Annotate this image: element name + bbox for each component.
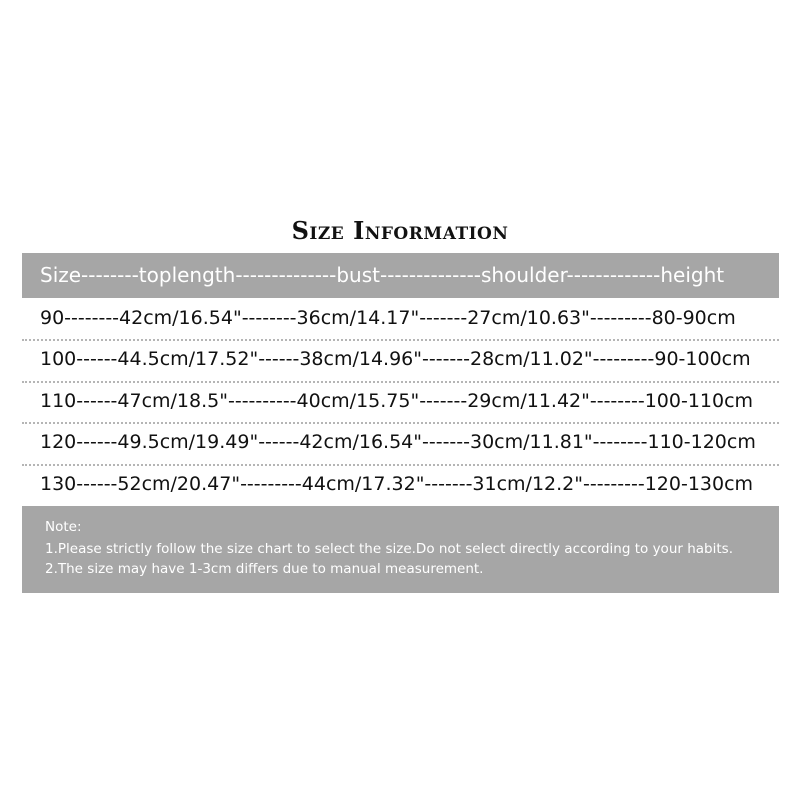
note-heading: Note: — [45, 519, 82, 535]
table-row — [22, 339, 779, 379]
table-row-text: 120------49.5cm/19.49"------42cm/16.54"-------30cm/11.81"--------110-120cm — [40, 431, 756, 453]
note-line-1: 1.Please strictly follow the size chart to select the size.Do not select directly according to your habits. — [45, 541, 733, 557]
note-line-2: 2.The size may have 1-3cm differs due to manual measurement. — [45, 561, 484, 577]
table-row-text: 110------47cm/18.5"----------40cm/15.75"-------29cm/11.42"--------100-110cm — [40, 390, 754, 412]
table-row — [22, 381, 779, 421]
note-box — [22, 506, 779, 593]
table-row-text: 90--------42cm/16.54"--------36cm/14.17"-------27cm/10.63"---------80-90cm — [40, 307, 736, 329]
table-row — [22, 422, 779, 462]
size-table-header-label: Size--------toplength--------------bust--------------shoulder-------------height — [40, 263, 725, 287]
page-title: Size Information — [291, 216, 509, 245]
table-row — [22, 464, 779, 504]
table-row-text: 130------52cm/20.47"---------44cm/17.32"-------31cm/12.2"---------120-130cm — [40, 473, 754, 495]
size-table-header — [22, 253, 779, 298]
table-row-text: 100------44.5cm/17.52"------38cm/14.96"-------28cm/11.02"---------90-100cm — [40, 348, 751, 370]
table-row — [22, 298, 779, 338]
